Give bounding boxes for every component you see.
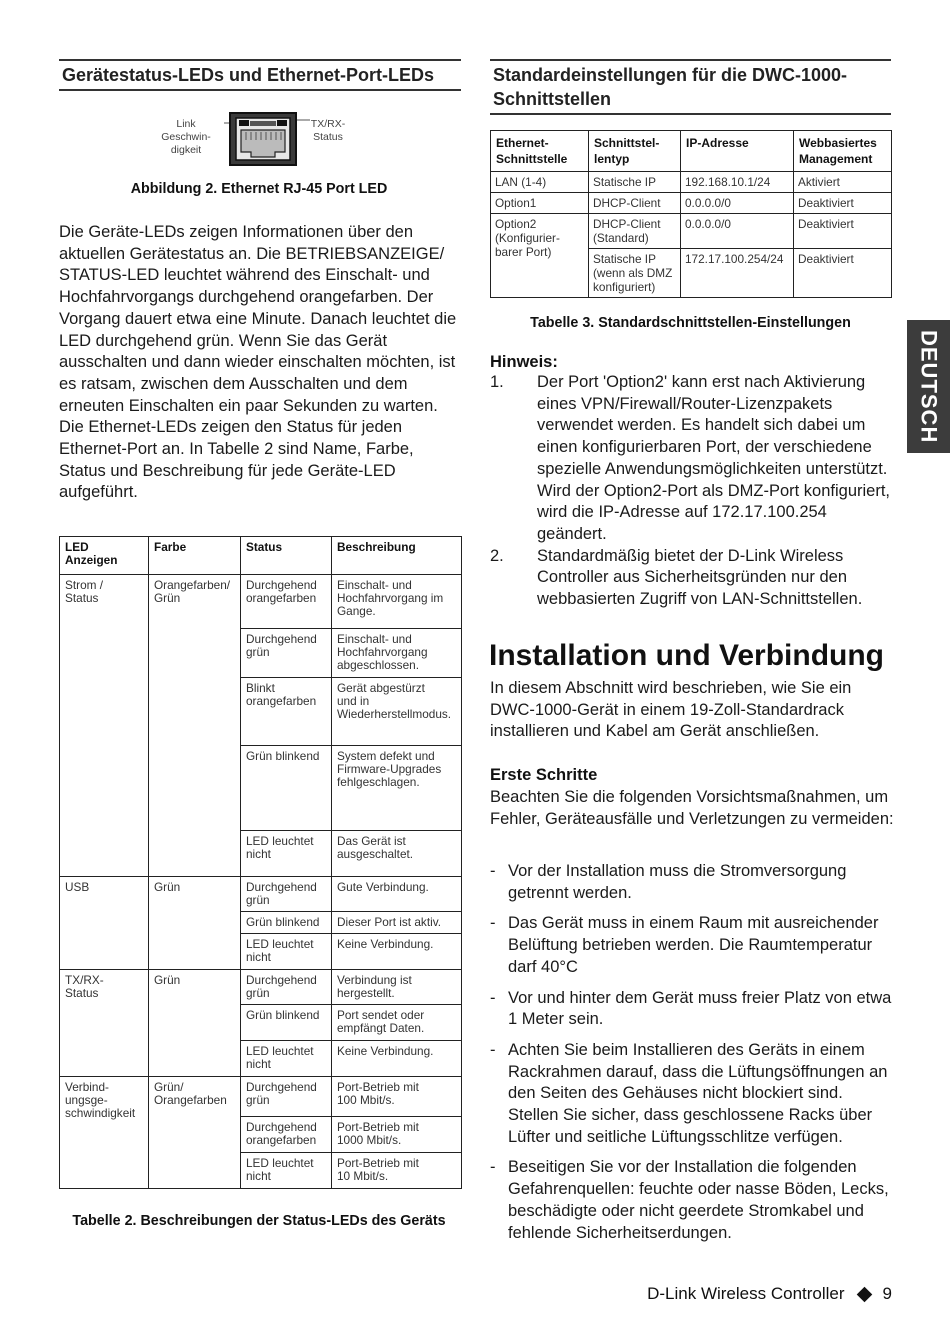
led-status-cell: Grün blinkend	[241, 745, 332, 830]
led-color-cell: Orangefarben/ Grün	[149, 575, 241, 877]
std-header-cell: IP-Adresse	[681, 131, 794, 172]
led-status-cell: Durchgehend grün	[241, 1077, 332, 1117]
led-description-cell: System defekt und Firmware-Upgrades fehlgeschlagen.	[332, 745, 462, 830]
bullet-dash: -	[490, 862, 496, 880]
precaution-text: Das Gerät muss in einem Raum mit ausreichender Belüftung betrieben werden. Die Raumtemperatur darf 40°C	[508, 914, 879, 976]
led-status-cell: Durchgehend orangefarben	[241, 1117, 332, 1153]
led-name-cell: USB	[60, 876, 149, 969]
note-item	[490, 546, 895, 611]
std-cell: Deaktiviert	[794, 214, 892, 249]
std-table-row	[491, 193, 892, 214]
std-table-caption: Tabelle 3. Standardschnittstellen-Einstellungen	[530, 315, 851, 331]
bullet-dash: -	[490, 988, 496, 1007]
led-table-header-row	[60, 537, 462, 575]
bullet-dash: -	[490, 1040, 496, 1059]
std-table-row	[491, 172, 892, 193]
install-intro: In diesem Abschnitt wird beschrieben, wie Sie ein DWC-1000-Gerät in einem 19-Zoll-Standardrack installieren und Kabel am Gerät anschließen.	[490, 679, 852, 741]
std-header-cell: Ethernet- Schnittstelle	[491, 131, 589, 172]
std-cell: Option1	[491, 193, 589, 214]
precaution-text: Vor der Installation muss die Stromversorgung getrennt werden.	[508, 862, 847, 902]
std-header-cell: Webbasiertes Management	[794, 131, 892, 172]
led-table-row	[60, 575, 462, 629]
led-status-cell: Durchgehend grün	[241, 969, 332, 1004]
std-cell: Statische IP (wenn als DMZ konfiguriert)	[589, 249, 681, 298]
led-description-cell: Gerät abgestürzt und in Wiederherstellmodus.	[332, 677, 462, 745]
led-description-cell: Gute Verbindung.	[332, 876, 462, 911]
std-cell: 172.17.100.254/24	[681, 249, 794, 298]
std-cell: 192.168.10.1/24	[681, 172, 794, 193]
led-status-cell: LED leuchtet nicht	[241, 934, 332, 969]
led-status-cell: LED leuchtet nicht	[241, 1153, 332, 1189]
led-table-row	[60, 969, 462, 1004]
precaution-text: Beseitigen Sie vor der Installation die folgenden Gefahrenquellen: feuchte oder nasse Böden, Lecks, beschädigte oder nicht geerdete Stromkabel und fehlende Sicherheitserdungen.	[508, 1158, 889, 1242]
led-table-row	[60, 876, 462, 911]
led-status-cell: Grün blinkend	[241, 1005, 332, 1041]
led-description-cell: Einschalt- und Hochfahrvorgang im Gange.	[332, 575, 462, 629]
precaution-text: Achten Sie beim Installieren des Geräts in einem Rackrahmen darauf, dass die Lüftungsöffnungen an den Seiten des Gehäuses nicht blockiert sind. Stellen Sie sicher, dass geschlossene Racks über Lüfter und seitliche Lüftungsschlitze verfügen.	[508, 1040, 888, 1146]
led-color-cell: Grün	[149, 876, 241, 969]
page-footer	[600, 1284, 892, 1304]
led-description-cell: Port-Betrieb mit 1000 Mbit/s.	[332, 1117, 462, 1153]
led-name-cell: TX/RX- Status	[60, 969, 149, 1076]
page-number: 9	[882, 1284, 892, 1303]
note-text: Der Port 'Option2' kann erst nach Aktivierung eines VPN/Firewall/Router-Lizenzpakets verwendet werden. Es handelt sich dabei um einen konfigurierbaren Port, der verschiedene spezielle Anwendungsmöglichkeiten unterstützt. Wird der Option2-Port als DMZ-Port konfiguriert, wird die IP-Adresse auf 172.17.100.254 geändert.	[537, 373, 891, 543]
note-number: 2.	[490, 546, 504, 565]
figure-label-txrx: TX/RX- Status	[310, 118, 346, 143]
std-cell: DHCP-Client	[589, 193, 681, 214]
led-header-cell: Status	[241, 537, 332, 575]
std-cell: DHCP-Client (Standard)	[589, 214, 681, 249]
std-table-header-row	[491, 131, 892, 172]
led-color-cell: Grün	[149, 969, 241, 1076]
precautions-list	[490, 861, 895, 1253]
section-title-defaults: Standardeinstellungen für die DWC-1000- Schnittstellen	[490, 59, 891, 115]
led-name-cell: Strom / Status	[60, 575, 149, 877]
section-title-leds: Gerätestatus-LEDs und Ethernet-Port-LEDs	[59, 59, 461, 91]
bullet-dash: -	[490, 1158, 496, 1177]
led-description-cell: Einschalt- und Hochfahrvorgang abgeschlossen.	[332, 629, 462, 678]
default-interfaces-table	[490, 130, 892, 298]
led-description-cell: Port-Betrieb mit 10 Mbit/s.	[332, 1153, 462, 1189]
diamond-icon	[856, 1286, 872, 1302]
std-cell: LAN (1-4)	[491, 172, 589, 193]
std-cell: Deaktiviert	[794, 193, 892, 214]
led-header-cell: Beschreibung	[332, 537, 462, 575]
precaution-item	[490, 1157, 895, 1244]
figure-label-link: Link Geschwin- digkeit	[161, 118, 211, 156]
std-cell: Deaktiviert	[794, 249, 892, 298]
precaution-item	[490, 861, 895, 904]
led-status-table	[59, 536, 462, 1189]
led-description-cell: Keine Verbindung.	[332, 1041, 462, 1077]
led-description-cell: Verbindung ist hergestellt.	[332, 969, 462, 1004]
intro-paragraph: Die Geräte-LEDs zeigen Informationen über den aktuellen Gerätestatus an. Die BETRIEBSANZEIGE/ STATUS-LED leuchtet während des Einschalt- und Hochfahrvorgangs durchgehend orangefarben. Der Vorgang dauert etwa eine Minute. Danach leuchtet die LED durchgehend grün. Wenn Sie das Gerät ausschalten und dann wieder einschalten möchten, ist es ratsam, zwischen dem Ausschalten und dem erneuten Einschalten ein paar Sekunden zu warten. Die Ethernet-LEDs zeigen den Status für jeden Ethernet-Port an. In Tabelle 2 sind Name, Farbe, Status und Beschreibung für jede Geräte-LED aufgeführt.	[59, 223, 457, 502]
rj45-figure	[150, 110, 360, 170]
first-steps-heading: Erste Schritte	[490, 766, 598, 784]
led-name-cell: Verbind- ungsge- schwindigkeit	[60, 1077, 149, 1189]
note-list	[490, 372, 895, 611]
std-cell: 0.0.0.0/0	[681, 193, 794, 214]
led-table-row	[60, 1077, 462, 1117]
led-description-cell: Keine Verbindung.	[332, 934, 462, 969]
note-number: 1.	[490, 373, 504, 391]
precaution-item	[490, 913, 895, 978]
led-table-caption: Tabelle 2. Beschreibungen der Status-LEDs des Geräts	[72, 1213, 446, 1229]
led-status-cell: Durchgehend grün	[241, 629, 332, 678]
std-header-cell: Schnittstel- lentyp	[589, 131, 681, 172]
std-cell: 0.0.0.0/0	[681, 214, 794, 249]
footer-product: D-Link Wireless Controller	[647, 1284, 845, 1303]
precaution-item	[490, 988, 895, 1031]
language-tab: DEUTSCH	[907, 320, 950, 453]
led-header-cell: LED Anzeigen	[60, 537, 149, 575]
led-description-cell: Das Gerät ist ausgeschaltet.	[332, 830, 462, 876]
led-description-cell: Dieser Port ist aktiv.	[332, 912, 462, 934]
note-text: Standardmäßig bietet der D-Link Wireless Controller aus Sicherheitsgründen nur den webbasierten Zugriff von LAN-Schnittstellen.	[537, 546, 863, 609]
led-status-cell: Blinkt orangefarben	[241, 677, 332, 745]
note-heading: Hinweis:	[490, 353, 558, 371]
led-status-cell: LED leuchtet nicht	[241, 830, 332, 876]
std-table-row	[491, 214, 892, 249]
led-status-cell: Grün blinkend	[241, 912, 332, 934]
install-heading: Installation und Verbindung	[489, 639, 884, 672]
precaution-item	[490, 1040, 895, 1149]
std-cell: Aktiviert	[794, 172, 892, 193]
led-status-cell: Durchgehend orangefarben	[241, 575, 332, 629]
led-status-cell: Durchgehend grün	[241, 876, 332, 911]
led-header-cell: Farbe	[149, 537, 241, 575]
std-cell-option2: Option2 (Konfigurier- barer Port)	[491, 214, 589, 298]
note-item	[490, 372, 895, 546]
led-description-cell: Port sendet oder empfängt Daten.	[332, 1005, 462, 1041]
bullet-dash: -	[490, 914, 496, 933]
led-description-cell: Port-Betrieb mit 100 Mbit/s.	[332, 1077, 462, 1117]
led-color-cell: Grün/ Orangefarben	[149, 1077, 241, 1189]
figure-caption: Abbildung 2. Ethernet RJ-45 Port LED	[130, 181, 388, 197]
led-status-cell: LED leuchtet nicht	[241, 1041, 332, 1077]
precaution-text: Vor und hinter dem Gerät muss freier Platz von etwa 1 Meter sein.	[508, 988, 892, 1029]
first-steps-intro: Beachten Sie die folgenden Vorsichtsmaßnahmen, um Fehler, Geräteausfälle und Verletzungen zu vermeiden:	[490, 788, 894, 828]
std-cell: Statische IP	[589, 172, 681, 193]
